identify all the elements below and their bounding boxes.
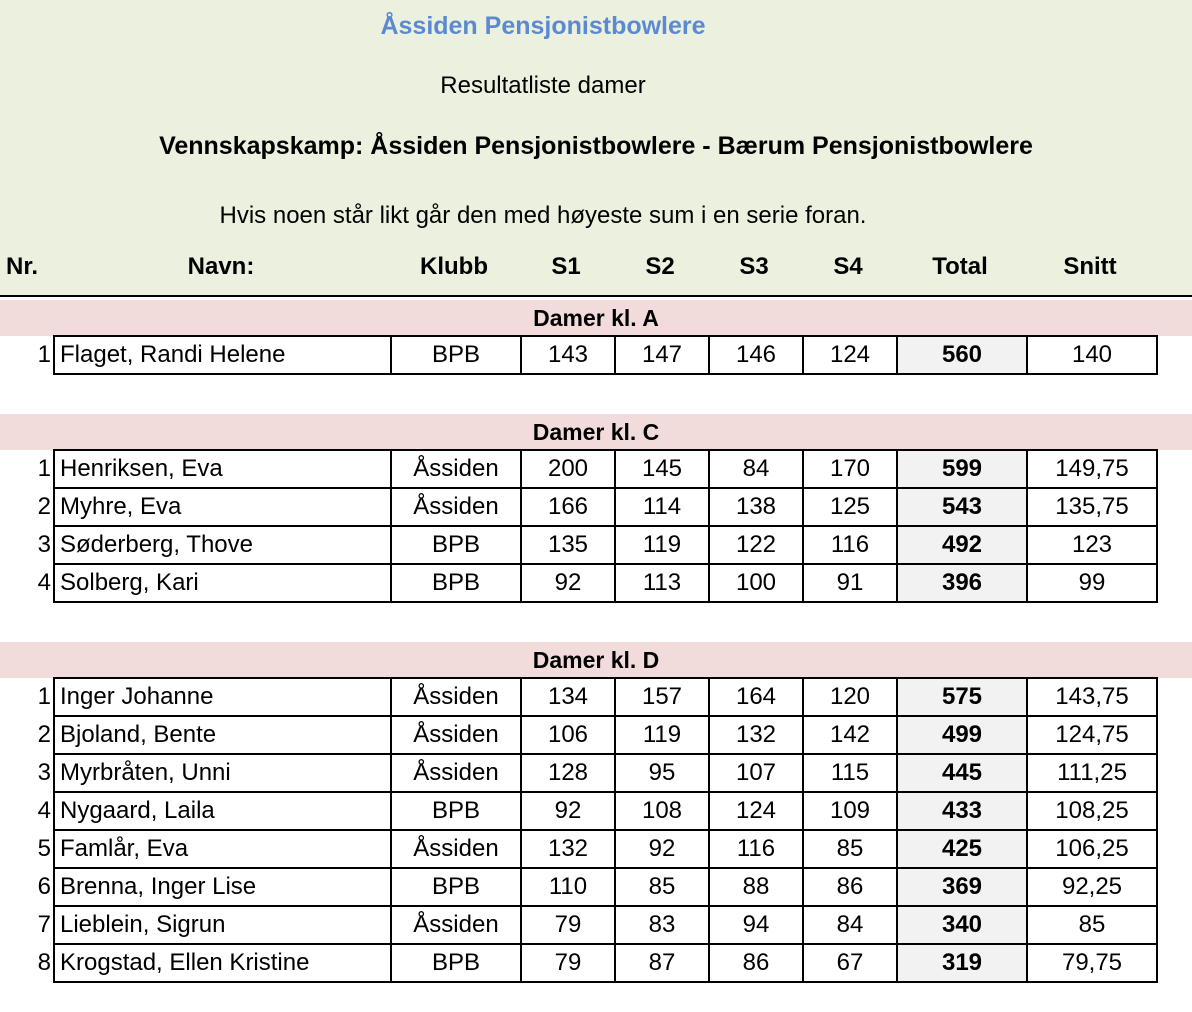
series-4: 67 — [803, 944, 897, 982]
series-2: 119 — [615, 716, 709, 754]
section-title-class-d: Damer kl. D — [0, 642, 1192, 678]
series-2: 147 — [615, 336, 709, 374]
column-header-name: Navn: — [187, 253, 255, 280]
series-4: 142 — [803, 716, 897, 754]
player-name: Bjoland, Bente — [54, 716, 391, 754]
results-table-class-a — [0, 335, 1158, 375]
series-4: 91 — [803, 564, 897, 602]
table-row — [0, 678, 1157, 716]
results-table-class-c — [0, 449, 1158, 603]
column-header-s4: S4 — [833, 253, 863, 280]
series-3: 100 — [709, 564, 803, 602]
series-2: 95 — [615, 754, 709, 792]
series-3: 94 — [709, 906, 803, 944]
series-4: 120 — [803, 678, 897, 716]
rank: 4 — [37, 569, 51, 596]
total: 425 — [897, 830, 1027, 868]
series-2: 92 — [615, 830, 709, 868]
player-name: Nygaard, Laila — [54, 792, 391, 830]
table-row — [0, 944, 1157, 982]
series-3: 88 — [709, 868, 803, 906]
rank: 1 — [37, 455, 51, 482]
column-header-nr: Nr. — [5, 253, 38, 280]
header-divider — [0, 295, 1192, 297]
series-4: 116 — [803, 526, 897, 564]
column-header-s1: S1 — [551, 253, 581, 280]
player-name: Inger Johanne — [54, 678, 391, 716]
series-3: 86 — [709, 944, 803, 982]
series-2: 83 — [615, 906, 709, 944]
series-2: 145 — [615, 450, 709, 488]
match-title: Vennskapskamp: Åssiden Pensjonistbowlere - Bærum Pensjonistbowlere — [159, 132, 1033, 160]
section-title-class-c: Damer kl. C — [0, 414, 1192, 450]
results-table-class-d — [0, 677, 1158, 983]
club: BPB — [391, 792, 521, 830]
column-header-total: Total — [932, 253, 988, 280]
total: 492 — [897, 526, 1027, 564]
club: Åssiden — [391, 830, 521, 868]
player-name: Myhre, Eva — [54, 488, 391, 526]
total: 575 — [897, 678, 1027, 716]
total: 319 — [897, 944, 1027, 982]
average: 135,75 — [1027, 488, 1157, 526]
series-4: 115 — [803, 754, 897, 792]
rank: 8 — [37, 949, 51, 976]
average: 106,25 — [1027, 830, 1157, 868]
column-header-s3: S3 — [739, 253, 769, 280]
club: Åssiden — [391, 678, 521, 716]
table-row — [0, 716, 1157, 754]
average: 85 — [1027, 906, 1157, 944]
series-3: 122 — [709, 526, 803, 564]
club: BPB — [391, 526, 521, 564]
series-3: 138 — [709, 488, 803, 526]
series-1: 200 — [521, 450, 615, 488]
total: 340 — [897, 906, 1027, 944]
series-4: 85 — [803, 830, 897, 868]
total: 433 — [897, 792, 1027, 830]
series-3: 84 — [709, 450, 803, 488]
table-row — [0, 792, 1157, 830]
series-2: 157 — [615, 678, 709, 716]
club: BPB — [391, 564, 521, 602]
rank: 3 — [37, 759, 51, 786]
total: 445 — [897, 754, 1027, 792]
series-1: 135 — [521, 526, 615, 564]
series-3: 107 — [709, 754, 803, 792]
player-name: Solberg, Kari — [54, 564, 391, 602]
series-4: 125 — [803, 488, 897, 526]
rank: 2 — [37, 493, 51, 520]
series-2: 114 — [615, 488, 709, 526]
series-4: 84 — [803, 906, 897, 944]
series-1: 143 — [521, 336, 615, 374]
series-3: 164 — [709, 678, 803, 716]
club-title: Åssiden Pensjonistbowlere — [380, 12, 706, 40]
club: BPB — [391, 868, 521, 906]
table-row — [0, 830, 1157, 868]
average: 79,75 — [1027, 944, 1157, 982]
series-1: 132 — [521, 830, 615, 868]
average: 99 — [1027, 564, 1157, 602]
rank: 2 — [37, 721, 51, 748]
series-3: 132 — [709, 716, 803, 754]
average: 92,25 — [1027, 868, 1157, 906]
series-4: 86 — [803, 868, 897, 906]
series-1: 128 — [521, 754, 615, 792]
club: Åssiden — [391, 754, 521, 792]
rank: 5 — [37, 835, 51, 862]
club: Åssiden — [391, 450, 521, 488]
series-1: 106 — [521, 716, 615, 754]
table-row — [0, 336, 1157, 374]
rank: 4 — [37, 797, 51, 824]
player-name: Brenna, Inger Lise — [54, 868, 391, 906]
series-4: 170 — [803, 450, 897, 488]
total: 560 — [897, 336, 1027, 374]
series-3: 146 — [709, 336, 803, 374]
total: 599 — [897, 450, 1027, 488]
player-name: Krogstad, Ellen Kristine — [54, 944, 391, 982]
section-title-class-a: Damer kl. A — [0, 300, 1192, 336]
rank: 1 — [37, 341, 51, 368]
average: 143,75 — [1027, 678, 1157, 716]
table-row — [0, 906, 1157, 944]
table-row — [0, 754, 1157, 792]
player-name: Henriksen, Eva — [54, 450, 391, 488]
club: Åssiden — [391, 716, 521, 754]
club: BPB — [391, 336, 521, 374]
player-name: Myrbråten, Unni — [54, 754, 391, 792]
series-1: 110 — [521, 868, 615, 906]
list-title: Resultatliste damer — [440, 72, 646, 99]
table-row — [0, 868, 1157, 906]
average: 123 — [1027, 526, 1157, 564]
total: 396 — [897, 564, 1027, 602]
average: 124,75 — [1027, 716, 1157, 754]
series-3: 116 — [709, 830, 803, 868]
rank: 6 — [37, 873, 51, 900]
club: Åssiden — [391, 488, 521, 526]
series-2: 87 — [615, 944, 709, 982]
series-2: 113 — [615, 564, 709, 602]
column-header-s2: S2 — [645, 253, 675, 280]
series-1: 92 — [521, 792, 615, 830]
rank: 7 — [37, 911, 51, 938]
series-1: 79 — [521, 944, 615, 982]
series-2: 108 — [615, 792, 709, 830]
total: 499 — [897, 716, 1027, 754]
table-row — [0, 526, 1157, 564]
series-3: 124 — [709, 792, 803, 830]
club: Åssiden — [391, 906, 521, 944]
average: 149,75 — [1027, 450, 1157, 488]
series-2: 119 — [615, 526, 709, 564]
average: 111,25 — [1027, 754, 1157, 792]
average: 108,25 — [1027, 792, 1157, 830]
rank: 1 — [37, 683, 51, 710]
table-row — [0, 488, 1157, 526]
column-header-club: Klubb — [420, 253, 488, 280]
series-1: 92 — [521, 564, 615, 602]
table-row — [0, 450, 1157, 488]
player-name: Famlår, Eva — [54, 830, 391, 868]
series-4: 109 — [803, 792, 897, 830]
rank: 3 — [37, 531, 51, 558]
club: BPB — [391, 944, 521, 982]
series-1: 79 — [521, 906, 615, 944]
total: 543 — [897, 488, 1027, 526]
total: 369 — [897, 868, 1027, 906]
player-name: Flaget, Randi Helene — [54, 336, 391, 374]
column-header-snitt: Snitt — [1063, 253, 1117, 280]
table-row — [0, 564, 1157, 602]
player-name: Søderberg, Thove — [54, 526, 391, 564]
average: 140 — [1027, 336, 1157, 374]
series-4: 124 — [803, 336, 897, 374]
player-name: Lieblein, Sigrun — [54, 906, 391, 944]
series-2: 85 — [615, 868, 709, 906]
series-1: 166 — [521, 488, 615, 526]
series-1: 134 — [521, 678, 615, 716]
tie-break-note: Hvis noen står likt går den med høyeste sum i en serie foran. — [219, 202, 867, 229]
report-header — [0, 0, 1192, 296]
